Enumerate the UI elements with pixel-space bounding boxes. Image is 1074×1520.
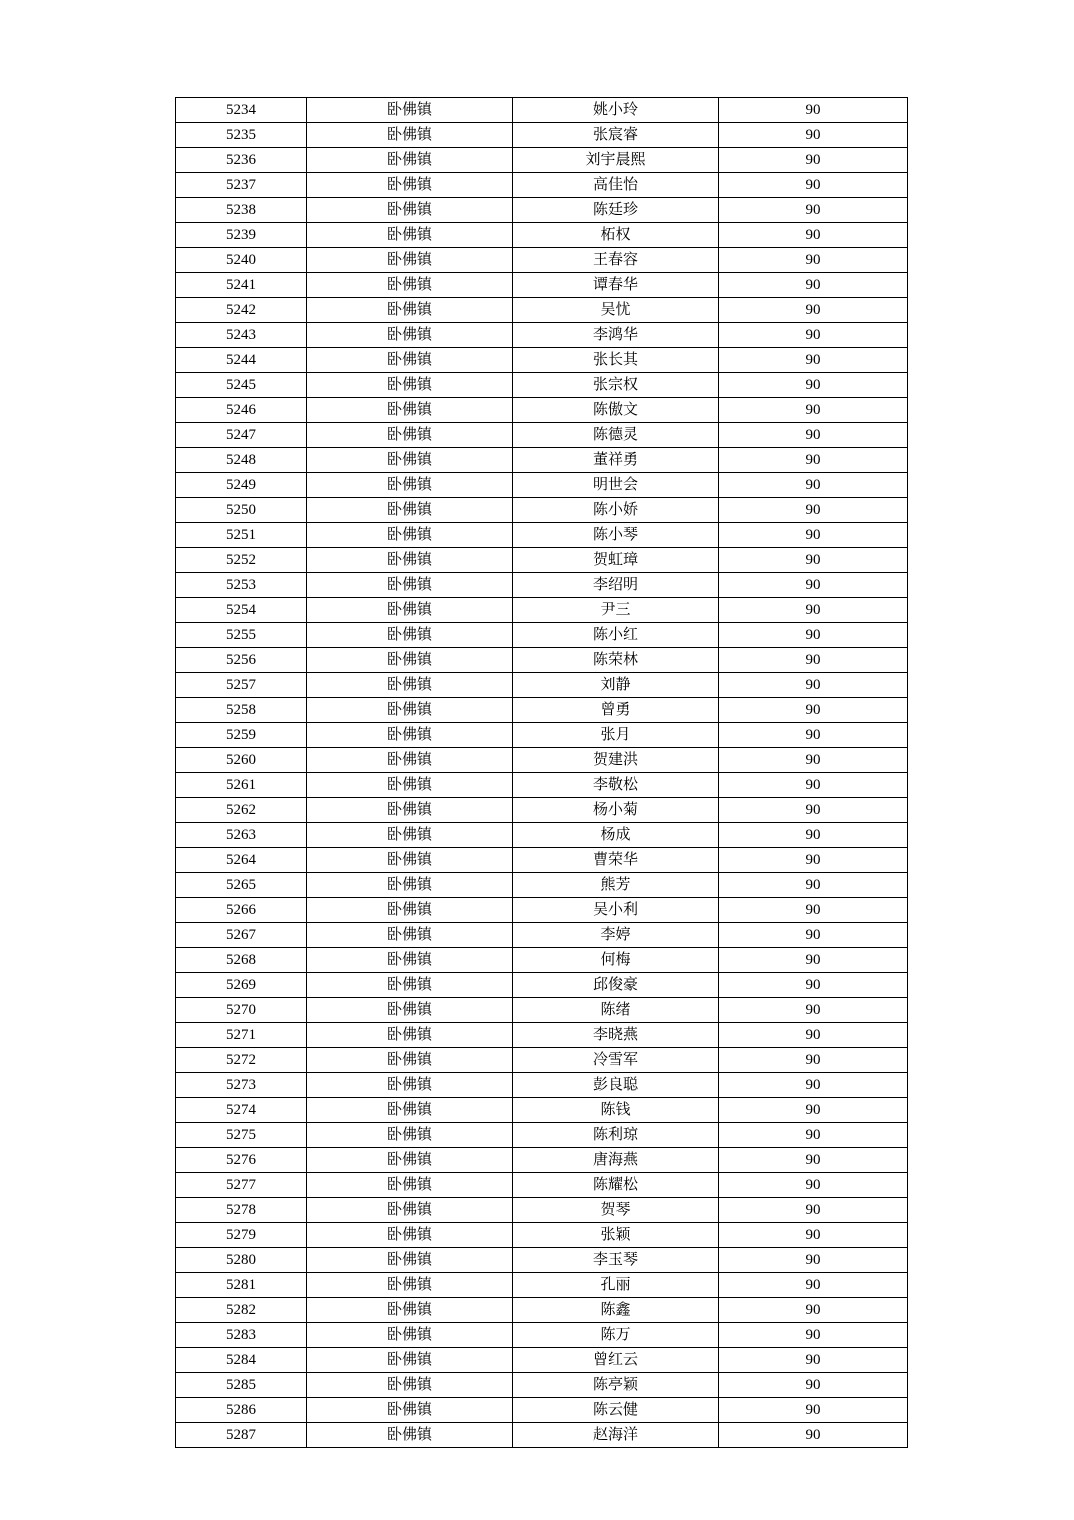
table-row: [176, 1148, 908, 1173]
name-cell: 陈傲文: [513, 398, 719, 423]
score-table-container: [175, 97, 905, 1448]
id-cell: 5247: [176, 423, 307, 448]
id-cell: 5261: [176, 773, 307, 798]
name-cell: 杨成: [513, 823, 719, 848]
town-cell: 卧佛镇: [307, 148, 513, 173]
town-cell: 卧佛镇: [307, 498, 513, 523]
score-cell: 90: [719, 1148, 908, 1173]
name-cell: 陈万: [513, 1323, 719, 1348]
id-cell: 5277: [176, 1173, 307, 1198]
score-cell: 90: [719, 1373, 908, 1398]
town-cell: 卧佛镇: [307, 1323, 513, 1348]
town-cell: 卧佛镇: [307, 1248, 513, 1273]
score-cell: 90: [719, 423, 908, 448]
table-row: [176, 498, 908, 523]
name-cell: 何梅: [513, 948, 719, 973]
table-row: [176, 423, 908, 448]
table-row: [176, 723, 908, 748]
table-row: [176, 698, 908, 723]
id-cell: 5282: [176, 1298, 307, 1323]
id-cell: 5267: [176, 923, 307, 948]
score-cell: 90: [719, 323, 908, 348]
score-cell: 90: [719, 723, 908, 748]
id-cell: 5245: [176, 373, 307, 398]
name-cell: 陈鑫: [513, 1298, 719, 1323]
table-row: [176, 1423, 908, 1448]
name-cell: 冷雪军: [513, 1048, 719, 1073]
table-row: [176, 1298, 908, 1323]
score-cell: 90: [719, 1398, 908, 1423]
table-row: [176, 1398, 908, 1423]
town-cell: 卧佛镇: [307, 423, 513, 448]
table-row: [176, 1098, 908, 1123]
name-cell: 陈德灵: [513, 423, 719, 448]
id-cell: 5257: [176, 673, 307, 698]
town-cell: 卧佛镇: [307, 573, 513, 598]
name-cell: 张长其: [513, 348, 719, 373]
id-cell: 5273: [176, 1073, 307, 1098]
name-cell: 陈钱: [513, 1098, 719, 1123]
id-cell: 5278: [176, 1198, 307, 1223]
town-cell: 卧佛镇: [307, 373, 513, 398]
table-row: [176, 1373, 908, 1398]
score-cell: 90: [719, 1073, 908, 1098]
table-row: [176, 298, 908, 323]
score-cell: 90: [719, 173, 908, 198]
table-row: [176, 348, 908, 373]
town-cell: 卧佛镇: [307, 973, 513, 998]
id-cell: 5250: [176, 498, 307, 523]
id-cell: 5275: [176, 1123, 307, 1148]
town-cell: 卧佛镇: [307, 1423, 513, 1448]
score-cell: 90: [719, 1173, 908, 1198]
table-row: [176, 1273, 908, 1298]
id-cell: 5276: [176, 1148, 307, 1173]
score-cell: 90: [719, 998, 908, 1023]
name-cell: 陈利琼: [513, 1123, 719, 1148]
id-cell: 5258: [176, 698, 307, 723]
score-cell: 90: [719, 373, 908, 398]
score-cell: 90: [719, 648, 908, 673]
table-row: [176, 523, 908, 548]
town-cell: 卧佛镇: [307, 798, 513, 823]
id-cell: 5283: [176, 1323, 307, 1348]
town-cell: 卧佛镇: [307, 1048, 513, 1073]
town-cell: 卧佛镇: [307, 823, 513, 848]
table-row: [176, 873, 908, 898]
town-cell: 卧佛镇: [307, 723, 513, 748]
table-row: [176, 448, 908, 473]
table-row: [176, 548, 908, 573]
name-cell: 李敬松: [513, 773, 719, 798]
score-cell: 90: [719, 248, 908, 273]
town-cell: 卧佛镇: [307, 1348, 513, 1373]
table-row: [176, 1223, 908, 1248]
id-cell: 5244: [176, 348, 307, 373]
score-cell: 90: [719, 1323, 908, 1348]
town-cell: 卧佛镇: [307, 848, 513, 873]
id-cell: 5252: [176, 548, 307, 573]
id-cell: 5274: [176, 1098, 307, 1123]
table-row: [176, 173, 908, 198]
town-cell: 卧佛镇: [307, 448, 513, 473]
id-cell: 5279: [176, 1223, 307, 1248]
score-cell: 90: [719, 98, 908, 123]
id-cell: 5266: [176, 898, 307, 923]
name-cell: 刘宇晨熙: [513, 148, 719, 173]
score-cell: 90: [719, 948, 908, 973]
name-cell: 吴小利: [513, 898, 719, 923]
table-row: [176, 973, 908, 998]
id-cell: 5238: [176, 198, 307, 223]
name-cell: 尹三: [513, 598, 719, 623]
town-cell: 卧佛镇: [307, 623, 513, 648]
town-cell: 卧佛镇: [307, 948, 513, 973]
score-cell: 90: [719, 748, 908, 773]
table-row: [176, 373, 908, 398]
name-cell: 姚小玲: [513, 98, 719, 123]
town-cell: 卧佛镇: [307, 123, 513, 148]
table-row: [176, 273, 908, 298]
id-cell: 5256: [176, 648, 307, 673]
table-row: [176, 1073, 908, 1098]
town-cell: 卧佛镇: [307, 1023, 513, 1048]
id-cell: 5237: [176, 173, 307, 198]
score-cell: 90: [719, 1223, 908, 1248]
score-table-body: [176, 98, 908, 1448]
id-cell: 5269: [176, 973, 307, 998]
id-cell: 5239: [176, 223, 307, 248]
score-cell: 90: [719, 1348, 908, 1373]
id-cell: 5270: [176, 998, 307, 1023]
id-cell: 5280: [176, 1248, 307, 1273]
table-row: [176, 98, 908, 123]
town-cell: 卧佛镇: [307, 198, 513, 223]
name-cell: 柘权: [513, 223, 719, 248]
table-row: [176, 948, 908, 973]
score-cell: 90: [719, 1048, 908, 1073]
name-cell: 高佳怡: [513, 173, 719, 198]
name-cell: 陈小红: [513, 623, 719, 648]
score-cell: 90: [719, 673, 908, 698]
town-cell: 卧佛镇: [307, 898, 513, 923]
id-cell: 5263: [176, 823, 307, 848]
name-cell: 李鸿华: [513, 323, 719, 348]
id-cell: 5271: [176, 1023, 307, 1048]
score-cell: 90: [719, 198, 908, 223]
name-cell: 贺琴: [513, 1198, 719, 1223]
id-cell: 5264: [176, 848, 307, 873]
table-row: [176, 323, 908, 348]
town-cell: 卧佛镇: [307, 1373, 513, 1398]
town-cell: 卧佛镇: [307, 298, 513, 323]
town-cell: 卧佛镇: [307, 273, 513, 298]
table-row: [176, 1023, 908, 1048]
name-cell: 张宸睿: [513, 123, 719, 148]
name-cell: 杨小菊: [513, 798, 719, 823]
score-cell: 90: [719, 823, 908, 848]
id-cell: 5253: [176, 573, 307, 598]
table-row: [176, 573, 908, 598]
score-cell: 90: [719, 1273, 908, 1298]
score-cell: 90: [719, 1023, 908, 1048]
table-row: [176, 623, 908, 648]
town-cell: 卧佛镇: [307, 698, 513, 723]
name-cell: 曹荣华: [513, 848, 719, 873]
table-row: [176, 248, 908, 273]
score-cell: 90: [719, 973, 908, 998]
name-cell: 唐海燕: [513, 1148, 719, 1173]
score-cell: 90: [719, 598, 908, 623]
town-cell: 卧佛镇: [307, 348, 513, 373]
name-cell: 熊芳: [513, 873, 719, 898]
table-row: [176, 748, 908, 773]
score-cell: 90: [719, 773, 908, 798]
town-cell: 卧佛镇: [307, 223, 513, 248]
score-cell: 90: [719, 848, 908, 873]
name-cell: 董祥勇: [513, 448, 719, 473]
table-row: [176, 1123, 908, 1148]
town-cell: 卧佛镇: [307, 1223, 513, 1248]
town-cell: 卧佛镇: [307, 1273, 513, 1298]
name-cell: 刘静: [513, 673, 719, 698]
id-cell: 5287: [176, 1423, 307, 1448]
table-row: [176, 473, 908, 498]
table-row: [176, 648, 908, 673]
score-cell: 90: [719, 473, 908, 498]
name-cell: 陈绪: [513, 998, 719, 1023]
id-cell: 5262: [176, 798, 307, 823]
town-cell: 卧佛镇: [307, 173, 513, 198]
town-cell: 卧佛镇: [307, 673, 513, 698]
score-cell: 90: [719, 348, 908, 373]
table-row: [176, 848, 908, 873]
name-cell: 张宗权: [513, 373, 719, 398]
name-cell: 贺建洪: [513, 748, 719, 773]
town-cell: 卧佛镇: [307, 873, 513, 898]
id-cell: 5272: [176, 1048, 307, 1073]
town-cell: 卧佛镇: [307, 1173, 513, 1198]
score-cell: 90: [719, 623, 908, 648]
score-cell: 90: [719, 1123, 908, 1148]
town-cell: 卧佛镇: [307, 598, 513, 623]
id-cell: 5254: [176, 598, 307, 623]
name-cell: 曾红云: [513, 1348, 719, 1373]
town-cell: 卧佛镇: [307, 998, 513, 1023]
table-row: [176, 123, 908, 148]
town-cell: 卧佛镇: [307, 1298, 513, 1323]
id-cell: 5251: [176, 523, 307, 548]
town-cell: 卧佛镇: [307, 1073, 513, 1098]
town-cell: 卧佛镇: [307, 1123, 513, 1148]
name-cell: 吴忧: [513, 298, 719, 323]
name-cell: 陈耀松: [513, 1173, 719, 1198]
town-cell: 卧佛镇: [307, 398, 513, 423]
name-cell: 李玉琴: [513, 1248, 719, 1273]
name-cell: 陈荣林: [513, 648, 719, 673]
town-cell: 卧佛镇: [307, 748, 513, 773]
table-row: [176, 823, 908, 848]
id-cell: 5284: [176, 1348, 307, 1373]
id-cell: 5241: [176, 273, 307, 298]
id-cell: 5242: [176, 298, 307, 323]
table-row: [176, 1348, 908, 1373]
table-row: [176, 598, 908, 623]
score-cell: 90: [719, 123, 908, 148]
table-row: [176, 998, 908, 1023]
town-cell: 卧佛镇: [307, 98, 513, 123]
town-cell: 卧佛镇: [307, 648, 513, 673]
score-cell: 90: [719, 223, 908, 248]
id-cell: 5234: [176, 98, 307, 123]
table-row: [176, 1173, 908, 1198]
table-row: [176, 1323, 908, 1348]
town-cell: 卧佛镇: [307, 1198, 513, 1223]
score-cell: 90: [719, 548, 908, 573]
town-cell: 卧佛镇: [307, 1148, 513, 1173]
town-cell: 卧佛镇: [307, 1398, 513, 1423]
name-cell: 李晓燕: [513, 1023, 719, 1048]
score-cell: 90: [719, 923, 908, 948]
score-cell: 90: [719, 523, 908, 548]
score-cell: 90: [719, 873, 908, 898]
name-cell: 谭春华: [513, 273, 719, 298]
name-cell: 李婷: [513, 923, 719, 948]
name-cell: 陈廷珍: [513, 198, 719, 223]
table-row: [176, 223, 908, 248]
score-cell: 90: [719, 573, 908, 598]
id-cell: 5255: [176, 623, 307, 648]
name-cell: 陈小琴: [513, 523, 719, 548]
town-cell: 卧佛镇: [307, 473, 513, 498]
id-cell: 5260: [176, 748, 307, 773]
town-cell: 卧佛镇: [307, 323, 513, 348]
table-row: [176, 773, 908, 798]
id-cell: 5281: [176, 1273, 307, 1298]
table-row: [176, 798, 908, 823]
name-cell: 孔丽: [513, 1273, 719, 1298]
name-cell: 陈云健: [513, 1398, 719, 1423]
score-cell: 90: [719, 398, 908, 423]
score-cell: 90: [719, 1423, 908, 1448]
id-cell: 5248: [176, 448, 307, 473]
town-cell: 卧佛镇: [307, 773, 513, 798]
score-cell: 90: [719, 698, 908, 723]
name-cell: 彭良聪: [513, 1073, 719, 1098]
id-cell: 5246: [176, 398, 307, 423]
town-cell: 卧佛镇: [307, 1098, 513, 1123]
name-cell: 陈亭颖: [513, 1373, 719, 1398]
name-cell: 张月: [513, 723, 719, 748]
score-cell: 90: [719, 498, 908, 523]
table-row: [176, 148, 908, 173]
table-row: [176, 398, 908, 423]
table-row: [176, 673, 908, 698]
table-row: [176, 1198, 908, 1223]
id-cell: 5259: [176, 723, 307, 748]
table-row: [176, 198, 908, 223]
id-cell: 5265: [176, 873, 307, 898]
score-table: [175, 97, 908, 1448]
name-cell: 陈小娇: [513, 498, 719, 523]
name-cell: 王春容: [513, 248, 719, 273]
name-cell: 赵海洋: [513, 1423, 719, 1448]
id-cell: 5249: [176, 473, 307, 498]
score-cell: 90: [719, 1198, 908, 1223]
name-cell: 贺虹璋: [513, 548, 719, 573]
score-cell: 90: [719, 898, 908, 923]
name-cell: 李绍明: [513, 573, 719, 598]
id-cell: 5268: [176, 948, 307, 973]
town-cell: 卧佛镇: [307, 523, 513, 548]
score-cell: 90: [719, 448, 908, 473]
score-cell: 90: [719, 798, 908, 823]
id-cell: 5285: [176, 1373, 307, 1398]
id-cell: 5236: [176, 148, 307, 173]
name-cell: 邱俊豪: [513, 973, 719, 998]
score-cell: 90: [719, 298, 908, 323]
town-cell: 卧佛镇: [307, 923, 513, 948]
score-cell: 90: [719, 148, 908, 173]
name-cell: 明世会: [513, 473, 719, 498]
score-cell: 90: [719, 1298, 908, 1323]
name-cell: 张颖: [513, 1223, 719, 1248]
town-cell: 卧佛镇: [307, 248, 513, 273]
town-cell: 卧佛镇: [307, 548, 513, 573]
score-cell: 90: [719, 1098, 908, 1123]
id-cell: 5240: [176, 248, 307, 273]
id-cell: 5235: [176, 123, 307, 148]
table-row: [176, 898, 908, 923]
table-row: [176, 923, 908, 948]
id-cell: 5286: [176, 1398, 307, 1423]
id-cell: 5243: [176, 323, 307, 348]
table-row: [176, 1248, 908, 1273]
score-cell: 90: [719, 1248, 908, 1273]
name-cell: 曾勇: [513, 698, 719, 723]
table-row: [176, 1048, 908, 1073]
score-cell: 90: [719, 273, 908, 298]
